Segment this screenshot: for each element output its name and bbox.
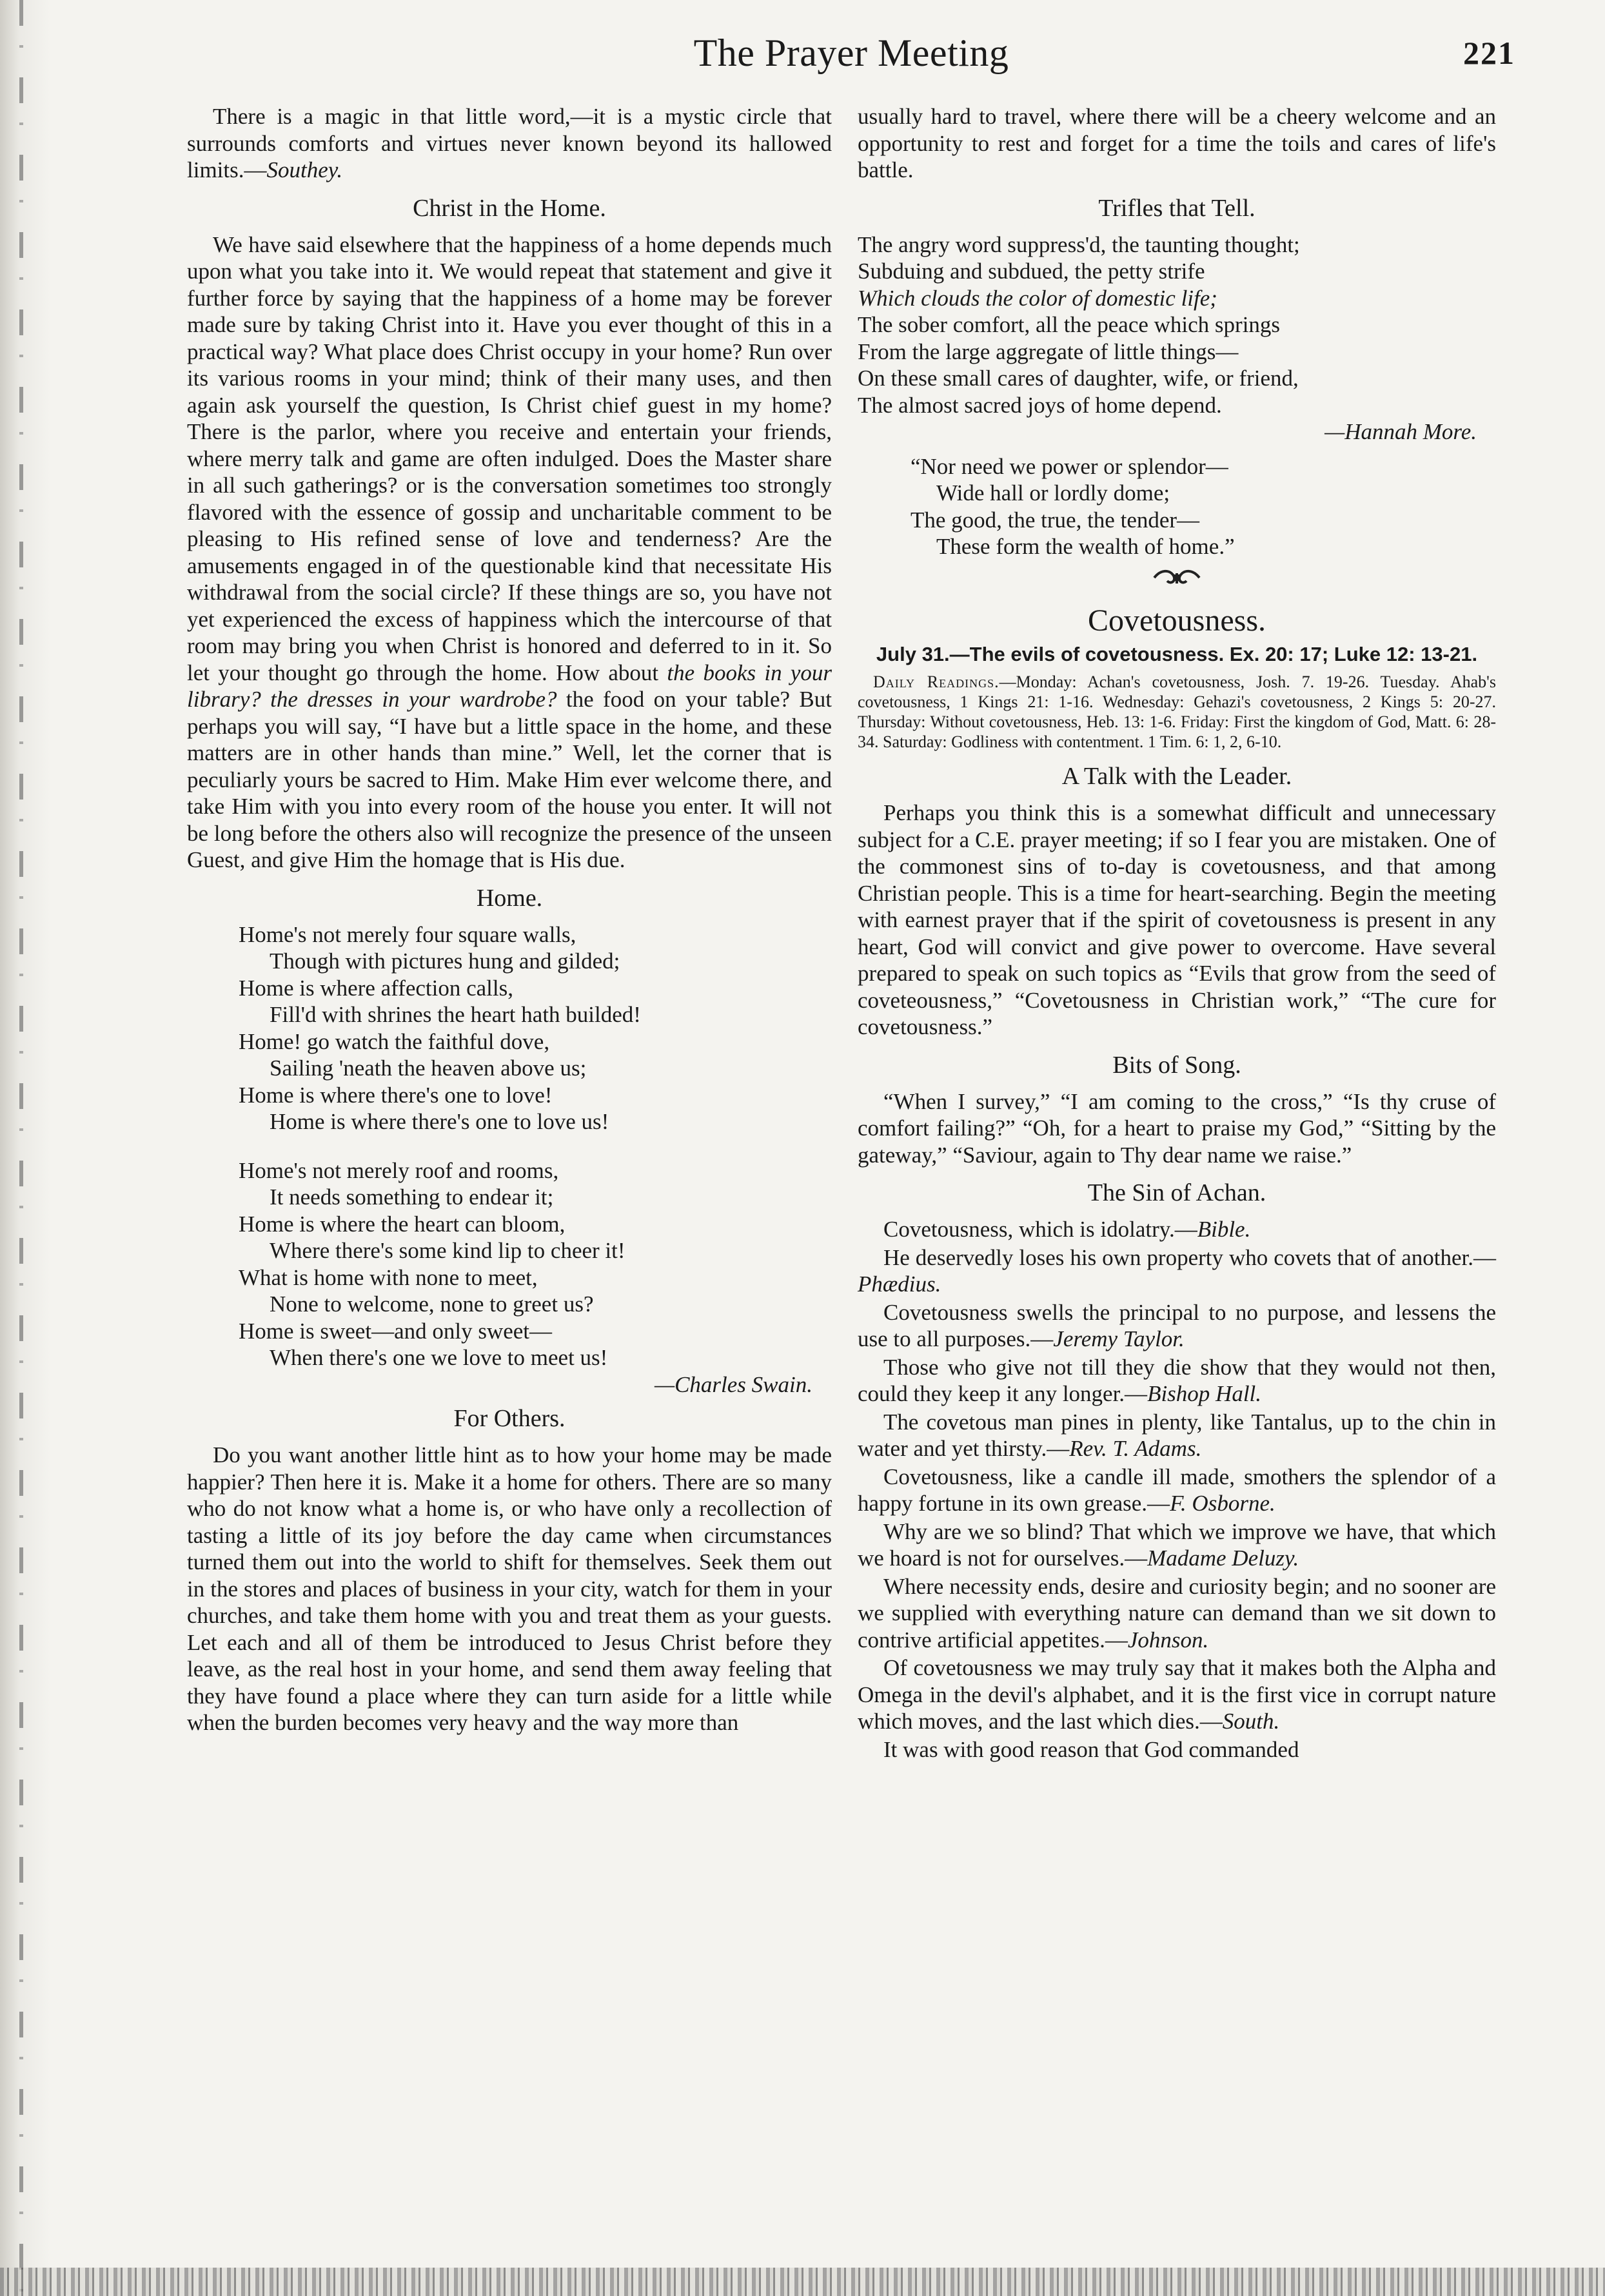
poem-line: What is home with none to meet, [239, 1264, 538, 1290]
verse-line: These form the wealth of home.” [936, 534, 1235, 559]
poem-author: —Charles Swain. [654, 1371, 812, 1397]
poem-line: Home is where there's one to love us! [270, 1109, 609, 1134]
poem-line: It needs something to endear it; [270, 1184, 554, 1210]
heading-trifles-that-tell: Trifles that Tell. [1098, 194, 1255, 222]
poem-line: When there's one we love to meet us! [270, 1345, 608, 1370]
final-line: It was with good reason that God commanded [883, 1736, 1299, 1762]
verse-line: The good, the true, the tender— [911, 507, 1200, 533]
heading-home: Home. [476, 884, 543, 912]
poem-line: Subduing and subdued, the petty strife [858, 259, 1205, 284]
talk-with-leader-body: Perhaps you think this is a somewhat difficult and unnecessary subject for a C.E. prayer meeting; if so I fear you are mistaken. One of the commonest sins of to-day is covetousness, and that among Christian people. This is a time for heart-searching. Begin the meeting with earnest prayer that if the spirit of covetousness is present in any heart, God will convict and give power to overcome. Have several prepared to speak on such topics as “Evils that grow from the seed of coveteousness,” “Covetousness in Christian work,” “The cure for covetousness.” [858, 800, 1496, 1039]
poem-line: Home's not merely four square walls, [239, 921, 576, 947]
poem-line: Though with pictures hung and gilded; [270, 948, 620, 974]
for-others-continuation: usually hard to travel, where there will be a cheery welcome and an opportunity to rest and forget for a time the toils and cares of life's battle. [858, 104, 1496, 182]
heading-bits-of-song: Bits of Song. [1112, 1051, 1241, 1079]
poem-line: None to welcome, none to greet us? [270, 1291, 594, 1317]
heading-talk-with-leader: A Talk with the Leader. [1061, 763, 1292, 790]
christ-in-home-body: We have said elsewhere that the happiness of a home depends much upon what you take into it. We would repeat that statement and give it further force by saying that the happiness of a home may be forever made sure by taking Christ into it. Have you ever thought of this in a practical way? What place does Christ occupy in your home? Run over its various rooms in your mind; think of their many uses, and then again ask yourself the question, Is Christ chief guest in my home? There is the parlor, where you receive and entertain your friends, where merry talk and game are often indulged. Does the Master share in all such gatherings? or is the conversation sometimes too strongly flavored with the essence of gossip and uncharitable comment to be pleasing to His refined sense of love and tenderness? Are the amusements engaged in of the questionable kind that necessitate His withdrawal from the social circle? If these things are so, you have not yet experienced the excess of happiness which the intercourse of that room may bring you when Christ is honored and deferred to in it. So let your thought go through the home. How about the books in your library? the dresses in your wardrobe? the food on your table? But perhaps you will say, “I have but a little space in the home, and these matters are in other hands than mine.” Well, let the corner that is peculiarly yours be sacred to Him. Make Him ever welcome there, and take Him with you into every room of the house you enter. It will not be long before the others also will recognize the presence of the unseen Guest, and give Him the homage that is His due. [187, 231, 832, 872]
achan-quote: Covetousness, like a candle ill made, smothers the splendor of a happy fortune in its own grease.—F. Osborne. [858, 1464, 1496, 1516]
for-others-body: Do you want another little hint as to how your home may be made happier? Then here it is. Make it a home for others. There are so many who do not know what a home is, or who have only a recollection of tasting a little of its joy before the day came when circumstances turned them out into the world to shift for themselves. Seek them out in the stores and places of business in your city, watch for them in your churches, and take them home with you and treat them as your guests. Let each and all of them be introduced to Jesus Christ before they leave, as the real host in your home, and send them away feeling that they have found a place where they can turn aside for a little while when the burden becomes very heavy and the way more than [187, 1442, 832, 1735]
poem-line: Home is where the heart can bloom, [239, 1211, 566, 1237]
poem-line: The angry word suppress'd, the taunting thought; [858, 231, 1300, 257]
heading-christ-in-the-home: Christ in the Home. [413, 194, 606, 222]
bits-of-song-body: “When I survey,” “I am coming to the cross,” “Is thy cruse of comfort failing?” “Oh, for a heart to praise my God,” “Sitting by the gateway,” “Saviour, again to Thy dear name we raise.” [858, 1088, 1496, 1168]
trifles-poem [858, 231, 1496, 446]
scan-edge-left [0, 0, 50, 2296]
achan-quote: Covetousness swells the principal to no purpose, and lessens the use to all purposes.—Jeremy Taylor. [858, 1299, 1496, 1351]
ornament-icon [858, 567, 1496, 595]
daily-readings: Daily Readings.—Monday: Achan's covetousness, Josh. 7. 19-26. Tuesday. Ahab's covetousness, 1 Kings 21: 1-16. Wednesday: Gehazi's covetousness, 2 Kings 5: 20-27. Thursday: Without covetousness, Heb. 13: 1-6. Friday: First the kingdom of God, Matt. 6: 28-34. Saturday: Godliness with contentment. 1 Tim. 6: 1, 2, 6-10. [858, 672, 1496, 751]
poem-line: The sober comfort, all the peace which springs [858, 312, 1281, 337]
poem-line: On these small cares of daughter, wife, or friend, [858, 366, 1299, 391]
achan-quote: He deservedly loses his own property who covets that of another.—Phædius. [858, 1244, 1496, 1297]
poem-line: Home is sweet—and only sweet— [239, 1318, 553, 1344]
heading-sin-of-achan: The Sin of Achan. [1087, 1179, 1266, 1206]
home-poem [239, 921, 832, 1398]
poem-line: Where there's some kind lip to cheer it! [270, 1238, 625, 1263]
poem-line: Home is where affection calls, [239, 975, 513, 1001]
poem-line: Sailing 'neath the heaven above us; [270, 1055, 587, 1081]
home-wealth-verse [911, 453, 1496, 560]
intro-quote: There is a magic in that little word,—it is a mystic circle that surrounds comforts and virtues never known beyond its hallowed limits.—Southey. [187, 104, 832, 182]
achan-quote: Of covetousness we may truly say that it makes both the Alpha and Omega in the devil's alphabet, and it is the first vice in corrupt nature which moves, and the last which dies.—South. [858, 1655, 1496, 1734]
scan-edge-bottom [0, 2268, 1605, 2296]
lesson-reference: July 31.—The evils of covetousness. Ex. 20: 17; Luke 12: 13-21. [876, 643, 1478, 665]
page-header [187, 27, 1515, 79]
achan-quote: Why are we so blind? That which we improve we have, that which we hoard is not for ourselves.—Madame Deluzy. [858, 1518, 1496, 1571]
intro-author: Southey. [266, 157, 343, 182]
poem-line: Fill'd with shrines the heart hath builded! [270, 1002, 641, 1027]
achan-quote: Where necessity ends, desire and curiosity begin; and no sooner are we supplied with everything nature can demand than we sit down to contrive artificial appetites.—Johnson. [858, 1573, 1496, 1653]
poem-line: Which clouds the color of domestic life; [858, 285, 1217, 311]
poem-line: Home! go watch the faithful dove, [239, 1028, 550, 1054]
trifles-author: —Hannah More. [1324, 419, 1477, 444]
verse-line: “Nor need we power or splendor— [911, 453, 1228, 479]
poem-line: From the large aggregate of little things— [858, 339, 1239, 364]
heading-for-others: For Others. [453, 1405, 566, 1432]
verse-line: Wide hall or lordly dome; [936, 480, 1170, 505]
right-column [858, 103, 1496, 1763]
achan-quote: The covetous man pines in plenty, like Tantalus, up to the chin in water and yet thirsty.—Rev. T. Adams. [858, 1409, 1496, 1461]
achan-quote: Those who give not till they die show that they would not then, could they keep it any longer.—Bishop Hall. [858, 1354, 1496, 1406]
running-title: The Prayer Meeting [693, 32, 1009, 74]
heading-covetousness: Covetousness. [1088, 603, 1266, 638]
left-column [187, 103, 832, 1736]
achan-quote: Covetousness, which is idolatry.—Bible. [883, 1217, 1251, 1242]
poem-line: Home is where there's one to love! [239, 1082, 553, 1108]
poem-line: The almost sacred joys of home depend. [858, 392, 1222, 418]
poem-line: Home's not merely roof and rooms, [239, 1157, 559, 1183]
page-number: 221 [1463, 35, 1515, 71]
